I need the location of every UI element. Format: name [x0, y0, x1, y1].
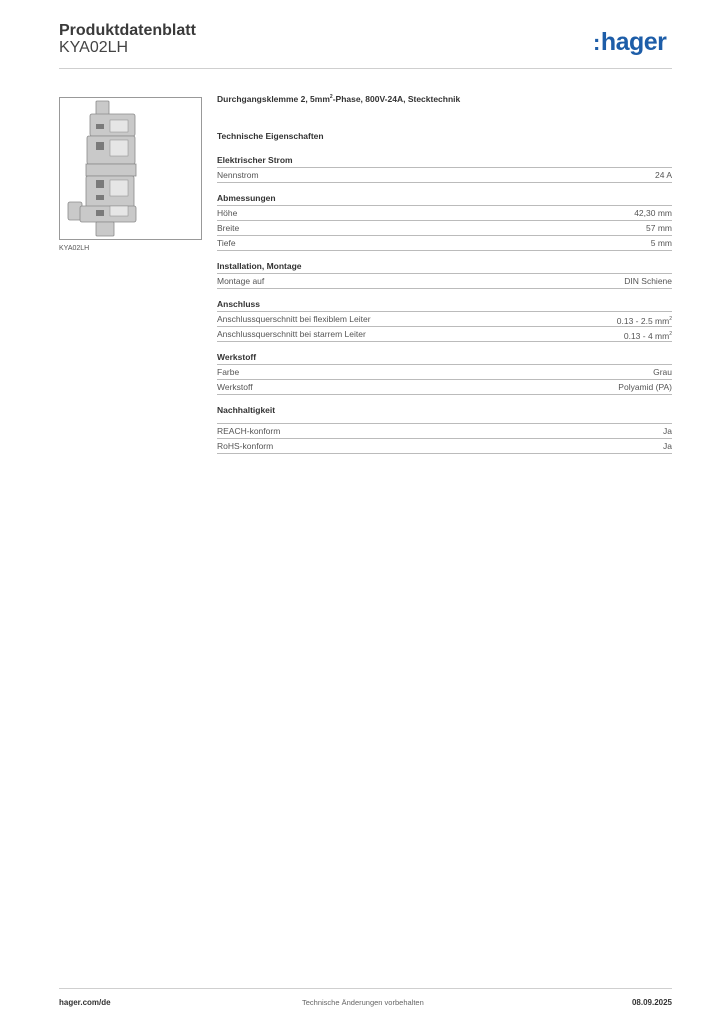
- description-text-rest: -Phase, 800V-24A, Stecktechnik: [332, 94, 461, 104]
- footer-divider: [59, 988, 672, 989]
- spec-row: [217, 167, 672, 183]
- spec-value-superscript: 2: [669, 316, 672, 322]
- spec-value: Ja: [663, 426, 672, 436]
- product-image: [59, 97, 202, 240]
- terminal-block-image: [60, 98, 201, 239]
- hager-logo: [593, 28, 666, 57]
- spec-value: 0.13 - 2.5 mm: [616, 315, 670, 326]
- spec-row: [217, 311, 672, 326]
- spec-label: Breite: [217, 223, 240, 233]
- group-title: Werkstoff: [217, 352, 257, 362]
- spec-label: Farbe: [217, 367, 240, 377]
- group-title: Nachhaltigkeit: [217, 405, 276, 415]
- spec-value: DIN Schiene: [624, 276, 672, 286]
- spec-label: Montage auf: [217, 276, 265, 286]
- footer-date: 08.09.2025: [631, 998, 672, 1007]
- spec-label: Anschlussquerschnitt bei starrem Leiter: [217, 329, 366, 339]
- header-divider: [59, 68, 672, 69]
- spec-group: [217, 352, 672, 395]
- spec-group: [217, 299, 672, 342]
- group-title: Abmessungen: [217, 193, 276, 203]
- spec-row: [217, 379, 672, 395]
- logo-text: hager: [600, 28, 667, 56]
- spec-value: Grau: [653, 367, 672, 377]
- footer-note: Technische Änderungen vorbehalten: [302, 998, 424, 1007]
- group-title: Installation, Montage: [217, 261, 302, 271]
- spec-label: RoHS-konform: [217, 441, 274, 451]
- spec-group: [217, 405, 672, 454]
- spec-value: 57 mm: [646, 223, 672, 233]
- spec-value: 0.13 - 4 mm: [623, 330, 670, 341]
- product-image-caption: KYA02LH: [59, 245, 90, 252]
- spec-row: [217, 438, 672, 454]
- description-text: Durchgangsklemme 2, 5mm: [217, 94, 330, 104]
- spec-label: Nennstrom: [217, 170, 259, 180]
- spec-value: 24 A: [654, 170, 672, 180]
- spec-value: Polyamid (PA): [618, 382, 672, 392]
- spec-value: 5 mm: [650, 238, 672, 248]
- group-title: Elektrischer Strom: [217, 155, 293, 165]
- spec-label: Werkstoff: [217, 382, 253, 392]
- spec-group: [217, 261, 672, 289]
- spec-value-with-unit: [624, 327, 672, 341]
- group-title: Anschluss: [217, 299, 260, 309]
- spec-label: Anschlussquerschnitt bei flexiblem Leiter: [217, 314, 371, 324]
- spec-value: Ja: [663, 441, 672, 451]
- spec-value: 42,30 mm: [634, 208, 672, 218]
- spec-row: [217, 235, 672, 251]
- spec-row: [217, 273, 672, 289]
- spec-value-superscript: 2: [669, 331, 672, 337]
- spec-row: [217, 423, 672, 438]
- spec-group: [217, 155, 672, 183]
- footer-website-link[interactable]: hager.com/de: [59, 998, 111, 1007]
- logo-dots-icon: :: [593, 30, 600, 55]
- product-code: KYA02LH: [59, 39, 129, 56]
- spec-value-with-unit: [617, 312, 672, 326]
- spec-row: [217, 205, 672, 220]
- product-description: [217, 94, 672, 104]
- spec-row: [217, 364, 672, 379]
- spec-row: [217, 326, 672, 342]
- spec-group: [217, 193, 672, 251]
- spec-label: REACH-konform: [217, 426, 281, 436]
- spec-label: Tiefe: [217, 238, 236, 248]
- description-superscript: 2: [329, 94, 333, 101]
- specifications: [217, 94, 672, 464]
- page-title: Produktdatenblatt: [59, 22, 196, 39]
- section-heading: Technische Eigenschaften: [217, 131, 324, 141]
- spec-label: Höhe: [217, 208, 238, 218]
- spec-row: [217, 220, 672, 235]
